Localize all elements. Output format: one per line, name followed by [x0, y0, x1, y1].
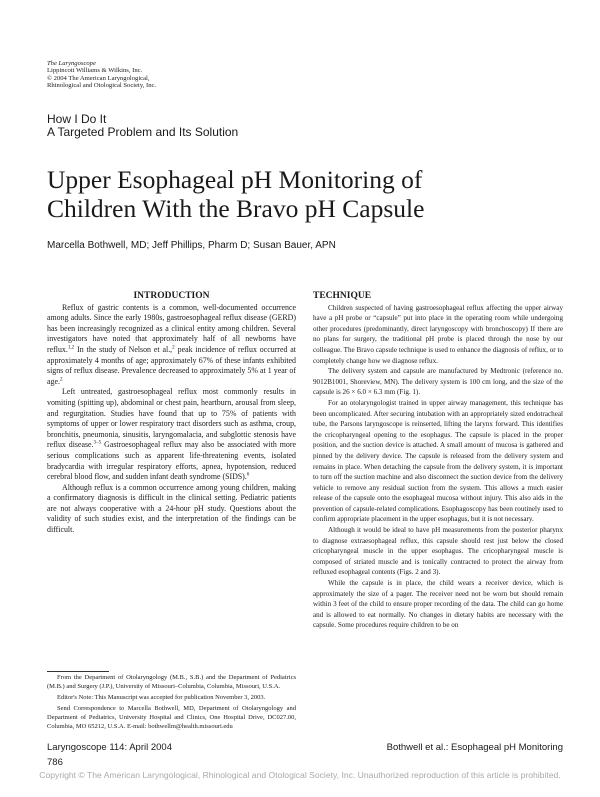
right-column [313, 291, 563, 631]
footnote-editor-note: Editor's Note: This Manuscript was accepted for publication November 3, 2003. [57, 693, 266, 701]
copyright-notice: Copyright © The American Laryngological, Rhinological and Otological Society, Inc. Unauthorized reproduction of this article is prohibited. [39, 770, 561, 780]
running-head: Bothwell et al.: Esophageal pH Monitoring [386, 742, 563, 753]
article-title [47, 165, 424, 223]
technique-paragraph-1: Children suspected of having gastroesophageal reflux affecting the upper airway have a pH probe or “capsule” put into place in the operating room while undergoing other procedures (predominantly, direct laryngoscopy with bronchoscopy) If there are no plans for surgery, the traditional pH probe is placed through the nose by our colleague. The Bravo capsule technique is used to enhance the diagnosis of reflux, or to completely change how we diagnose reflux. [313, 303, 563, 365]
section-label: How I Do It [47, 112, 107, 126]
copyright-line-2: Rhinological and Otological Society, Inc. [47, 82, 157, 90]
introduction-heading: INTRODUCTION [133, 291, 210, 301]
intro-paragraph-1: Reflux of gastric contents is a common, well-documented occurrence among adults. Since the early 1980s, gastroesophageal reflux disease (GERD) has been increasingly recognized as a clinical entity among children. Several investigators have noted that approximately half of all newborns have reflux.$^{1,2}$ In the study of Nelson et al.,$^2$ peak incidence of reflux occurred at approximately 4 months of age; approximately 67% of these infants exhibited signs of reflux disease. Prevalence decreased to approximately 5% at 1 year of age.$^2$ [47, 302, 296, 386]
technique-paragraph-4: Although it would be ideal to have pH measurements from the posterior pharynx to diagnose extraesophageal reflux, this capsule should rest just below the closed cricopharyngeal muscle in the upper esophagus. The cricopharyngeal muscle is composed of striated muscle and is tonically contracted to protect the airway from refluxed esophageal contents (Figs. 2 and 3). [313, 526, 563, 577]
footnote-divider [47, 671, 109, 672]
left-column [47, 291, 296, 536]
publisher-line: Lippincott Williams & Wilkins, Inc. [47, 67, 143, 75]
footnotes [47, 674, 296, 733]
footnote-correspondence: Send Correspondence to Marcella Bothwell, MD, Department of Otolaryngology and Department of Pediatrics, University Hospital and Clinics, One Hospital Drive, DC027.00, Columbia, MO 65212, U.S.A. E-mail: bothwellm@health.missouri.edu [47, 704, 296, 730]
technique-paragraph-2: The delivery system and capsule are manufactured by Medtronic (reference no. 9012B1001, Shoreview, MN). The delivery system is 100 cm long, and the size of the capsule is 26 × 6.0 × 6.3 mm (Fig. 1). [313, 367, 563, 397]
author-list: Marcella Bothwell, MD; Jeff Phillips, Pharm D; Susan Bauer, APN [47, 240, 336, 251]
footnote-affiliation: From the Department of Otolaryngology (M.B., S.B.) and the Department of Pediatrics (M.B.) and Surgery (J.P.), University of Missouri–Columbia, Columbia, Missouri, U.S.A. [47, 674, 296, 690]
page-number: 786 [47, 757, 63, 768]
intro-paragraph-3: Although reflux is a common occurrence among young children, making a confirmatory diagnosis is difficult in the clinical setting. Pediatric patients are not always cooperative with a 24-hour pH study. Questions about the validity of such studies exist, and the interpretation of the findings can be difficult. [47, 482, 296, 535]
publication-info [47, 60, 156, 90]
technique-paragraph-5: While the capsule is in place, the child wears a receiver device, which is approximately the size of a pager. The receiver need not be worn but should remain within 3 feet of the child to ensure proper recording of the data. The child can go home and is allowed to eat normally. No changes in dietary habits are necessary with the capsule. Some procedures require children to be on [313, 579, 563, 630]
title-line-2: Children With the Bravo pH Capsule [47, 194, 425, 223]
journal-name: The Laryngoscope [47, 60, 96, 67]
copyright-line-1: © 2004 The American Laryngological, [47, 74, 150, 82]
technique-paragraph-3: For an otolaryngologist trained in upper airway management, this technique has been uncomplicated. After securing intubation with an appropriately sized endotracheal tube, the Parsons laryngoscope is reinserted, lifting the larynx forward. This identifies the cricopharyngeal opening to the esophagus. The capsule is placed in the proper position, and the suction device is attached. A small amount of mucosa is gathered and pinned by the delivery device. The capsule is released from the delivery system and remains in place. When detaching the capsule from the delivery system, it is important to turn off the suction machine and also disconnect the suction device from the delivery vehicle to remove any residual suction from the system. This allows a much easier release of the capsule onto the esophageal mucosa without injury. This also aids in the prevention of capsule-related complications. Esophagoscopy has been routinely used to confirm appropriate placement in the upper esophagus, but it is not necessary. [313, 398, 563, 524]
technique-heading: TECHNIQUE [313, 291, 372, 301]
title-line-1: Upper Esophageal pH Monitoring of [47, 165, 423, 194]
footer-journal-citation: Laryngoscope 114: April 2004 [47, 742, 172, 753]
section-subtitle: A Targeted Problem and Its Solution [47, 125, 239, 139]
intro-paragraph-2: Left untreated, gastroesophageal reflux most commonly results in vomiting (spitting up), abdominal or chest pain, heartburn, arousal from sleep, and regurgitation. Studies have found that up to 75% of patients with symptoms of upper or lower respiratory tract disorders such as asthma, croup, bronchitis, pneumonia, sinusitis, laryngomalacia, and subglottic stenosis have reflux disease.$^{3-5}$ Gastroesophageal reflux may also be associated with more serious complications such as apparent life-threatening events, isolated bradycardia with irregular respiratory efforts, apnea, hypotension, reduced cerebral blood flow, and sudden infant death syndrome (SIDS).$^6$ [47, 387, 296, 482]
